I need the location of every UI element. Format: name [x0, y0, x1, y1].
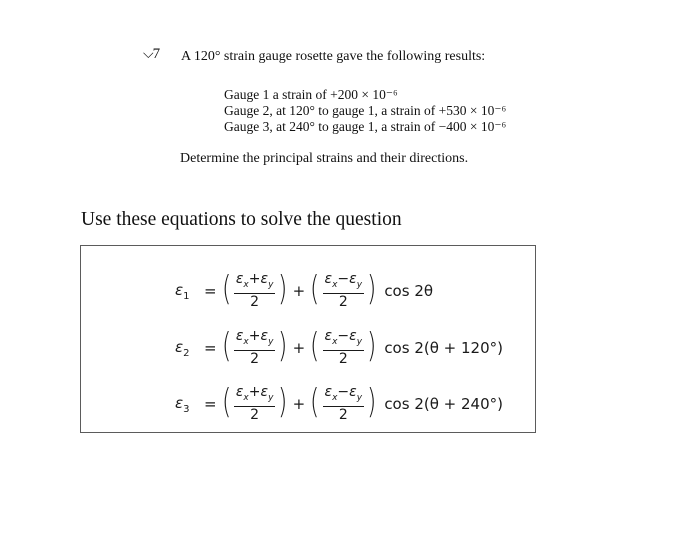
- equation-1: $\varepsilon_1$ = ( $\frac{\varepsilon_x+\varepsilon_y}{2}$ ) + ( $\frac{\varepsilon_x-\varepsilon_y}{2}$ ) cos 2θ: [175, 269, 434, 311]
- equation-lhs: $\varepsilon_3$: [175, 393, 190, 415]
- cosine-term: cos 2(θ + 120°): [384, 339, 503, 357]
- determine-instruction: Determine the principal strains and their directions.: [180, 151, 469, 166]
- equation-lhs: $\varepsilon_2$: [175, 337, 190, 359]
- sum-fraction: $\frac{\varepsilon_x+\varepsilon_y}{2}$: [235, 270, 274, 311]
- difference-fraction: $\frac{\varepsilon_x-\varepsilon_y}{2}$: [324, 383, 363, 424]
- sum-fraction: $\frac{\varepsilon_x+\varepsilon_y}{2}$: [235, 327, 274, 368]
- difference-fraction: $\frac{\varepsilon_x-\varepsilon_y}{2}$: [324, 270, 363, 311]
- gauge-3-result: Gauge 3, at 240° to gauge 1, a strain of −400 × 10⁻⁶: [224, 119, 507, 134]
- equation-2: $\varepsilon_2$ = ( $\frac{\varepsilon_x+\varepsilon_y}{2}$ ) + ( $\frac{\varepsilon_x-\varepsilon_y}{2}$ ) cos 2(θ + 120°): [175, 326, 503, 368]
- cosine-term: cos 2(θ + 240°): [384, 395, 503, 413]
- sum-fraction: $\frac{\varepsilon_x+\varepsilon_y}{2}$: [235, 383, 274, 424]
- equations-instruction: Use these equations to solve the question: [81, 209, 402, 230]
- equation-3: $\varepsilon_3$ = ( $\frac{\varepsilon_x+\varepsilon_y}{2}$ ) + ( $\frac{\varepsilon_x-\varepsilon_y}{2}$ ) cos 2(θ + 240°): [175, 382, 503, 424]
- equations-box: [80, 245, 536, 433]
- equation-lhs: $\varepsilon_1$: [175, 280, 190, 302]
- gauge-2-result: Gauge 2, at 120° to gauge 1, a strain of +530 × 10⁻⁶: [224, 103, 507, 118]
- cosine-term: cos 2θ: [384, 282, 434, 300]
- difference-fraction: $\frac{\varepsilon_x-\varepsilon_y}{2}$: [324, 327, 363, 368]
- question-text: A 120° strain gauge rosette gave the following results:: [181, 49, 486, 64]
- gauge-1-result: Gauge 1 a strain of +200 × 10⁻⁶: [224, 87, 398, 102]
- check-mark-icon: ⌵: [143, 47, 153, 62]
- question-number: ⌵7: [143, 46, 161, 62]
